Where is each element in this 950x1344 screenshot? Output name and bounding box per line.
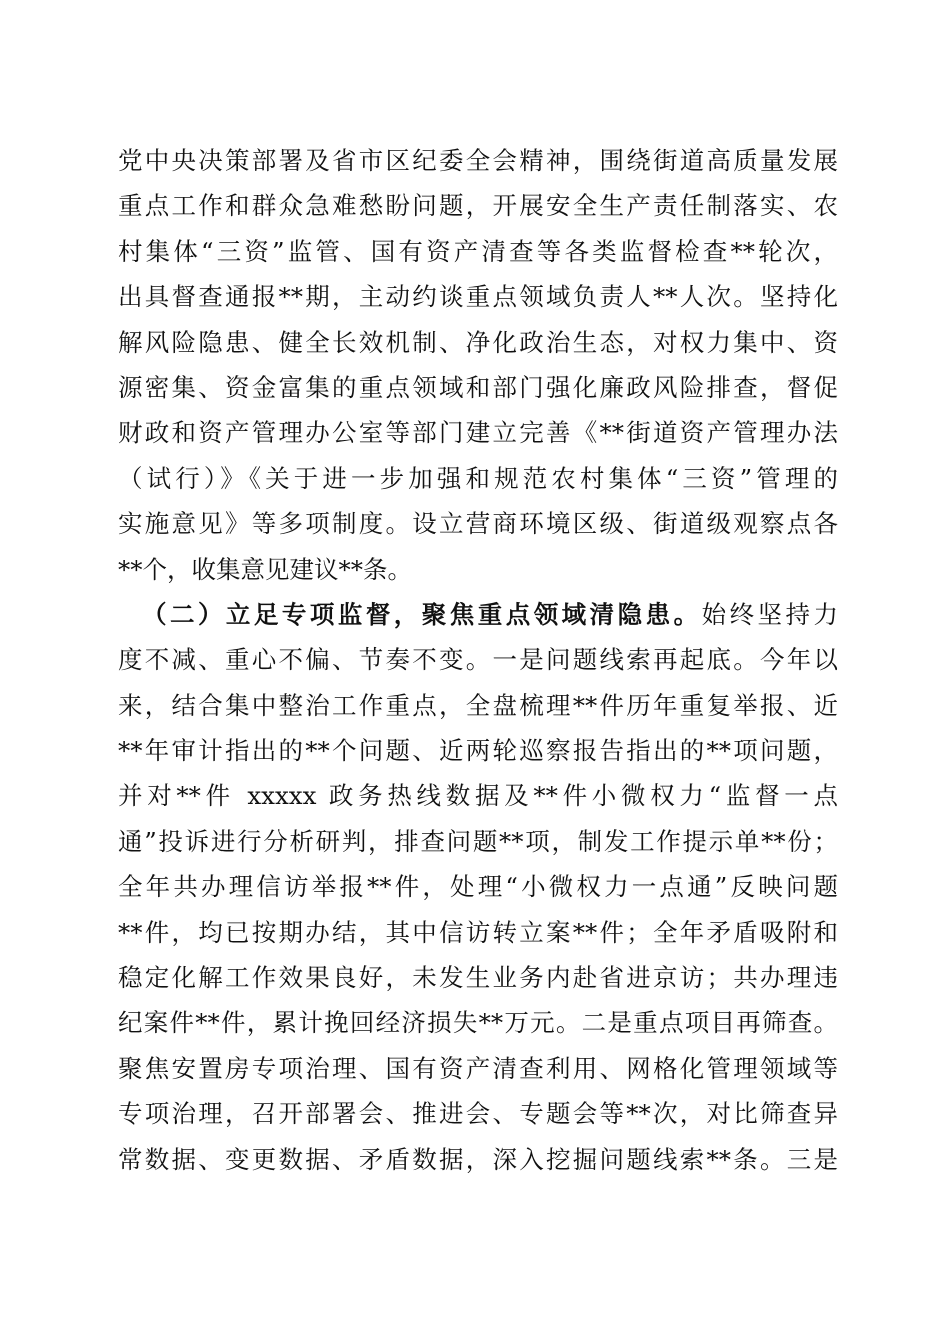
- section-heading: （二）立足专项监督，聚焦重点领域清隐患。: [142, 599, 702, 629]
- text-line: **件，均已按期办结，其中信访转立案**件；全年矛盾吸附和: [118, 917, 838, 947]
- text-line: 村集体“三资”监管、国有资产清查等各类监督检查**轮次，: [118, 236, 838, 266]
- text-line: 实施意见》等多项制度。设立营商环境区级、街道级观察点各: [118, 509, 838, 539]
- text-line: 来，结合集中整治工作重点，全盘梳理**件历年重复举报、近: [118, 690, 838, 720]
- text-line: 源密集、资金富集的重点领域和部门强化廉政风险排查，督促: [118, 372, 838, 402]
- text-line: 通”投诉进行分析研判，排查问题**项，制发工作提示单**份；: [118, 826, 838, 856]
- text-line: **个，收集意见建议**条。: [118, 554, 412, 584]
- text-line: **年审计指出的**个问题、近两轮巡察报告指出的**项问题，: [118, 736, 838, 766]
- text-line: 稳定化解工作效果良好，未发生业务内赴省进京访；共办理违: [118, 963, 838, 993]
- text-line: 出具督查通报**期，主动约谈重点领域负责人**人次。坚持化: [118, 282, 838, 312]
- text-line: 聚焦安置房专项治理、国有资产清查利用、网格化管理领域等: [118, 1053, 838, 1083]
- text-segment: 始终坚持力: [701, 599, 839, 629]
- section-heading-line: [118, 592, 838, 637]
- text-line: 财政和资产管理办公室等部门建立完善《**街道资产管理办法: [118, 418, 838, 448]
- text-line: 全年共办理信访举报**件，处理“小微权力一点通”反映问题: [118, 872, 838, 902]
- text-line: 常数据、变更数据、矛盾数据，深入挖掘问题线索**条。三是: [118, 1144, 838, 1174]
- text-line: 专项治理，召开部署会、推进会、专题会等**次，对比筛查异: [118, 1099, 838, 1129]
- document-body: [118, 138, 838, 1182]
- text-line: 党中央决策部署及省市区纪委全会精神，围绕街道高质量发展: [118, 146, 838, 175]
- text-line: 纪案件**件，累计挽回经济损失**万元。二是重点项目再筛查。: [118, 1008, 838, 1038]
- text-line: 并对**件 xxxxx 政务热线数据及**件小微权力“监督一点: [118, 781, 838, 811]
- text-line: 解风险隐患、健全长效机制、净化政治生态，对权力集中、资: [118, 327, 838, 357]
- text-line: 重点工作和群众急难愁盼问题，开展安全生产责任制落实、农: [118, 191, 838, 221]
- text-line: 度不减、重心不偏、节奏不变。一是问题线索再起底。今年以: [118, 645, 838, 675]
- text-line: （试行）》《关于进一步加强和规范农村集体“三资”管理的: [118, 463, 838, 493]
